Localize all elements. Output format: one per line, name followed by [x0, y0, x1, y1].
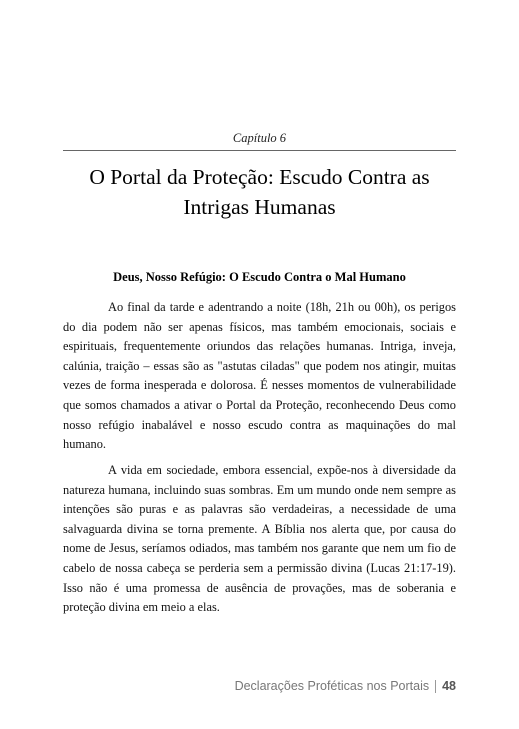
section-heading: Deus, Nosso Refúgio: O Escudo Contra o Mal Humano: [113, 270, 406, 284]
chapter-title-line-1: O Portal da Proteção: Escudo Contra as: [89, 165, 430, 189]
chapter-title: [63, 162, 456, 222]
footer-book-title: Declarações Proféticas nos Portais: [234, 679, 430, 693]
page-number: 48: [442, 679, 456, 693]
body-paragraph-2: A vida em sociedade, embora essencial, expõe-nos à diversidade da natureza humana, incluindo suas sombras. Em um mundo onde nem sempre as intenções são puras e as palavras são verdadeiras, a necessidade de uma salvaguarda divina se torna premente. A Bíblia nos alerta que, por causa do nome de Jesus, seríamos odiados, mas também nos garante que nem um fio de cabelo de nossa cabeça se perderia sem a permissão divina (Lucas 21:17-19). Isso não é uma promessa de ausência de provações, mas de soberania e proteção divina em meio a elas.: [63, 463, 456, 615]
body-paragraph-1: Ao final da tarde e adentrando a noite (18h, 21h ou 00h), os perigos do dia podem não ser apenas físicos, mas também emocionais, sociais e espirituais, frequentemente oriundos das relações humanas. Intriga, inveja, calúnia, traição – essas são as "astutas ciladas" que podem nos atingir, muitas vezes de forma inesperada e dolorosa. É nesses momentos de vulnerabilidade que somos chamados a ativar o Portal da Proteção, reconhecendo Deus como nosso refúgio inabalável e nosso escudo contra as maquinações do mal humano.: [63, 300, 456, 452]
chapter-title-line-2: Intrigas Humanas: [183, 195, 336, 219]
chapter-divider: [63, 150, 456, 151]
chapter-label: Capítulo 6: [232, 131, 287, 145]
footer-separator: [435, 680, 436, 693]
page-footer: [235, 679, 456, 693]
